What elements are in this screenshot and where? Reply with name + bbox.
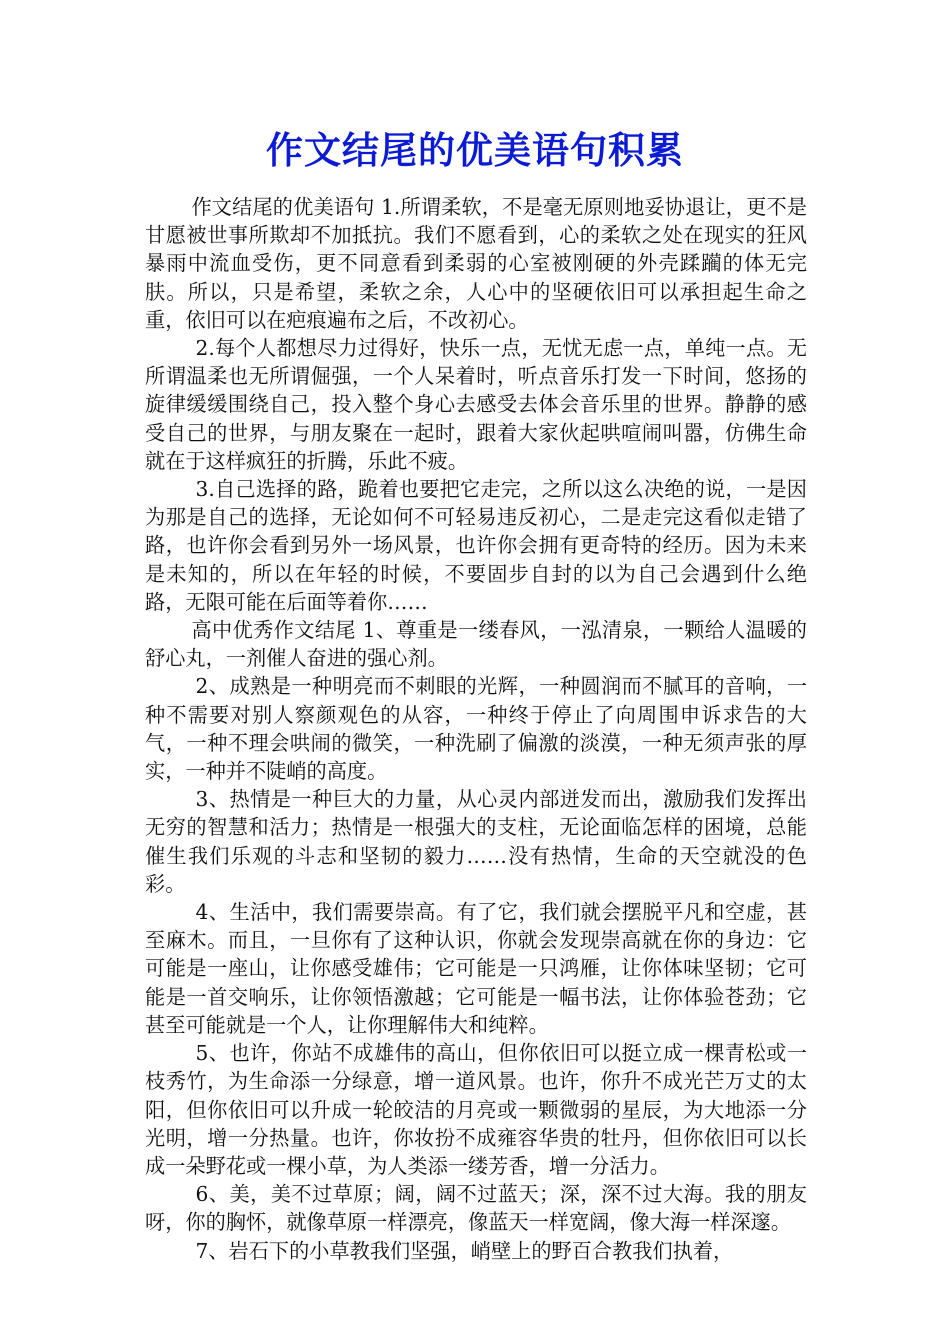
paragraph: 5、也许，你站不成雄伟的高山，但你依旧可以挺立成一棵青松或一枝秀竹，为生命添一分绿意，增一道风景。也许，你升不成光芒万丈的太阳，但你依旧可以升成一轮皎洁的月亮或一颗微弱的星辰，为大地添一分光明，增一分热量。也许，你妆扮不成雍容华贵的牡丹，但你依旧可以长成一朵野花或一棵小草，为人类添一缕芳香，增一分活力。 — [145, 1041, 807, 1178]
paragraph: 2、成熟是一种明亮而不刺眼的光辉，一种圆润而不腻耳的音响，一种不需要对别人察颜观色的从容，一种终于停止了向周围申诉求告的大气，一种不理会哄闹的微笑，一种洗刷了偏激的淡漠，一种无须声张的厚实，一种并不陡峭的高度。 — [145, 674, 807, 784]
paragraph: 高中优秀作文结尾 1、尊重是一缕春风，一泓清泉，一颗给人温暖的舒心丸，一剂催人奋进的强心剂。 — [145, 618, 807, 671]
paragraph: 作文结尾的优美语句 1.所谓柔软，不是毫无原则地妥协退让，更不是甘愿被世事所欺却不加抵抗。我们不愿看到，心的柔软之处在现实的狂风暴雨中流血受伤，更不同意看到柔弱的心室被刚硬的外壳蹂躏的体无完肤。所以，只是希望，柔软之余，人心中的坚硬依旧可以承担起生命之重，依旧可以在疤痕遍布之后，不改初心。 — [145, 195, 807, 332]
paragraph: 3.自己选择的路，跪着也要把它走完，之所以这么决绝的说，一是因为那是自己的选择，无论如何不可轻易违反初心，二是走完这看似走错了路，也许你会看到另外一场风景，也许你会拥有更奇特的经历。因为未来是未知的，所以在年轻的时候，不要固步自封的以为自己会遇到什么绝路，无限可能在后面等着你…… — [145, 477, 807, 614]
paragraph: 7、岩石下的小草教我们坚强，峭壁上的野百合教我们执着， — [195, 1238, 734, 1263]
document-body — [145, 193, 807, 1265]
paragraph: 4、生活中，我们需要崇高。有了它，我们就会摆脱平凡和空虚，甚至麻木。而且，一旦你有了这种认识，你就会发现崇高就在你的身边：它可能是一座山，让你感受雄伟；它可能是一只鸿雁，让你体味坚韧；它可能是一首交响乐，让你领悟激越；它可能是一幅书法，让你体验苍劲；它甚至可能就是一个人，让你理解伟大和纯粹。 — [145, 900, 807, 1037]
paragraph: 2.每个人都想尽力过得好，快乐一点，无忧无虑一点，单纯一点。无所谓温柔也无所谓倔强，一个人呆着时，听点音乐打发一下时间，悠扬的旋律缓缓围绕自己，投入整个身心去感受去体会音乐里的世界。静静的感受自己的世界，与朋友聚在一起时，跟着大家伙起哄喧闹叫嚣，仿佛生命就在于这样疯狂的折腾，乐此不疲。 — [145, 336, 807, 473]
document-title: 作文结尾的优美语句积累 — [266, 128, 684, 172]
paragraph: 6、美，美不过草原；阔，阔不过蓝天；深，深不过大海。我的朋友呀，你的胸怀，就像草原一样漂亮，像蓝天一样宽阔，像大海一样深邃。 — [145, 1182, 807, 1235]
paragraph: 3、热情是一种巨大的力量，从心灵内部迸发而出，激励我们发挥出无穷的智慧和活力；热情是一根强大的支柱，无论面临怎样的困境，总能催生我们乐观的斗志和坚韧的毅力……没有热情，生命的天空就没的色彩。 — [145, 787, 807, 896]
